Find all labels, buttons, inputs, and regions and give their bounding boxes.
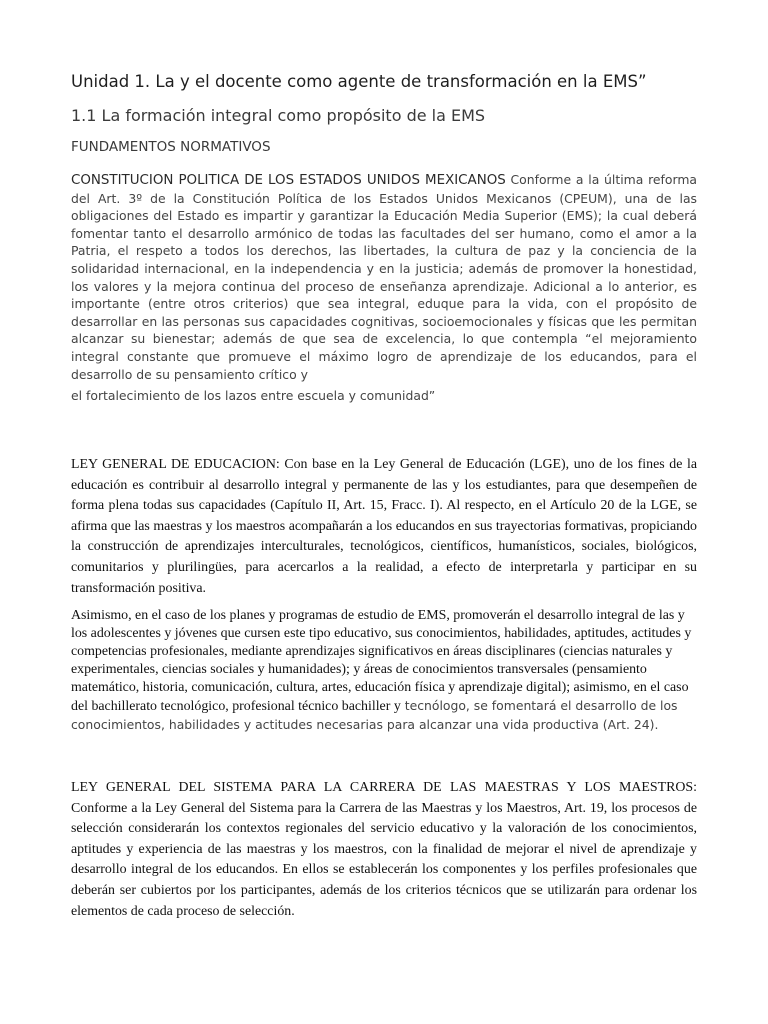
ems-serif-part: Asimismo, en el caso de los planes y programas de estudio de EMS, promoverán el desarrollo integral de las y los adolescentes y jóvenes que cursen este tipo educativo, sus conocimientos, habilidades, aptitudes, actitudes y competencias profesionales, mediante aprendizajes significativos en áreas disciplinares (ciencias naturales y experimentales, ciencias sociales y humanidades); y áreas de conocimientos transversales (pensamiento matemático, historia, comunicación, cultura, artes, educación física y aprendizaje digital); asimismo, en el caso del bachillerato tecnológico, profesional técnico bachiller y (71, 608, 692, 714)
cpeum-tail: el fortalecimiento de los lazos entre escuela y comunidad” (71, 388, 436, 404)
usicamm-paragraph: LEY GENERAL DEL SISTEMA PARA LA CARRERA DE LAS MAESTRAS Y LOS MAESTROS: Conforme a la Ley General del Sistema para la Carrera de las Maestras y los Maestros, Art. 19, los procesos de selección considerarán los contextos regionales del servicio educativo y la valoración de los conocimientos, aptitudes y experiencia de las maestras y los maestros, con la finalidad de mejorar el nivel de aprendizaje y desarrollo integral de los educandos. En ellos se establecerán los componentes y los perfiles profesionales que deberán ser cubiertos por los participantes, además de los criterios técnicos que se utilizarán para ordenar los elementos de cada proceso de selección. (71, 780, 697, 919)
section-title: 1.1 La formación integral como propósito de la EMS (71, 106, 486, 125)
lge-paragraph: LEY GENERAL DE EDUCACION: Con base en la Ley General de Educación (LGE), uno de los fines de la educación es contribuir al desarrollo integral y permanente de las y los estudiantes, para que desempeñen de forma plena todas sus capacidades (Capítulo II, Art. 15, Fracc. I). Al respecto, en el Artículo 20 de la LGE, se afirma que las maestras y los maestros acompañarán a los educandos en sus trayectorias formativas, propiciando la construcción de aprendizajes interculturales, tecnológicos, científicos, humanísticos, sociales, biológicos, comunitarios y plurilingües, para acercarlos a la realidad, a efecto de interpretarla y participar en su transformación positiva. (71, 457, 697, 596)
cpeum-body: Conforme a la última reforma del Art. 3º de la Constitución Política de los Estados Unidos Mexicanos (CPEUM), una de las obligaciones del Estado es impartir y garantizar la Educación Media Superior (EMS); la cual deberá fomentar tanto el desarrollo armónico de todas las facultades del ser humano, como el amor a la Patria, el respeto a todos los derechos, las libertades, la cultura de paz y la conciencia de la solidaridad internacional, en la independencia y en la justicia; además de promover la honestidad, los valores y la mejora continua del proceso de enseñanza aprendizaje. Adicional a lo anterior, es importante (entre otros criterios) que sea integral, eduque para la vida, con el propósito de desarrollar en las personas sus capacidades cognitivas, socioemocionales y físicas que les permitan alcanzar su bienestar; además de que sea de excelencia, lo que contempla “el mejoramiento integral constante que promueve el máximo logro de aprendizaje de los educandos, para el desarrollo de su pensamiento crítico y (71, 172, 697, 382)
cpeum-heading: CONSTITUCION POLITICA DE LOS ESTADOS UNIDOS MEXICANOS (71, 173, 506, 188)
ems-sans-part: tecnólogo, se fomentará el desarrollo de los conocimientos, habilidades y actitudes necesarias para alcanzar una vida productiva (Art. 24). (71, 698, 678, 732)
cpeum-paragraph (71, 171, 697, 405)
unit-title: Unidad 1. La y el docente como agente de transformación en la EMS” (71, 72, 647, 91)
subsection-title: FUNDAMENTOS NORMATIVOS (71, 139, 271, 155)
ems-paragraph (71, 607, 697, 735)
